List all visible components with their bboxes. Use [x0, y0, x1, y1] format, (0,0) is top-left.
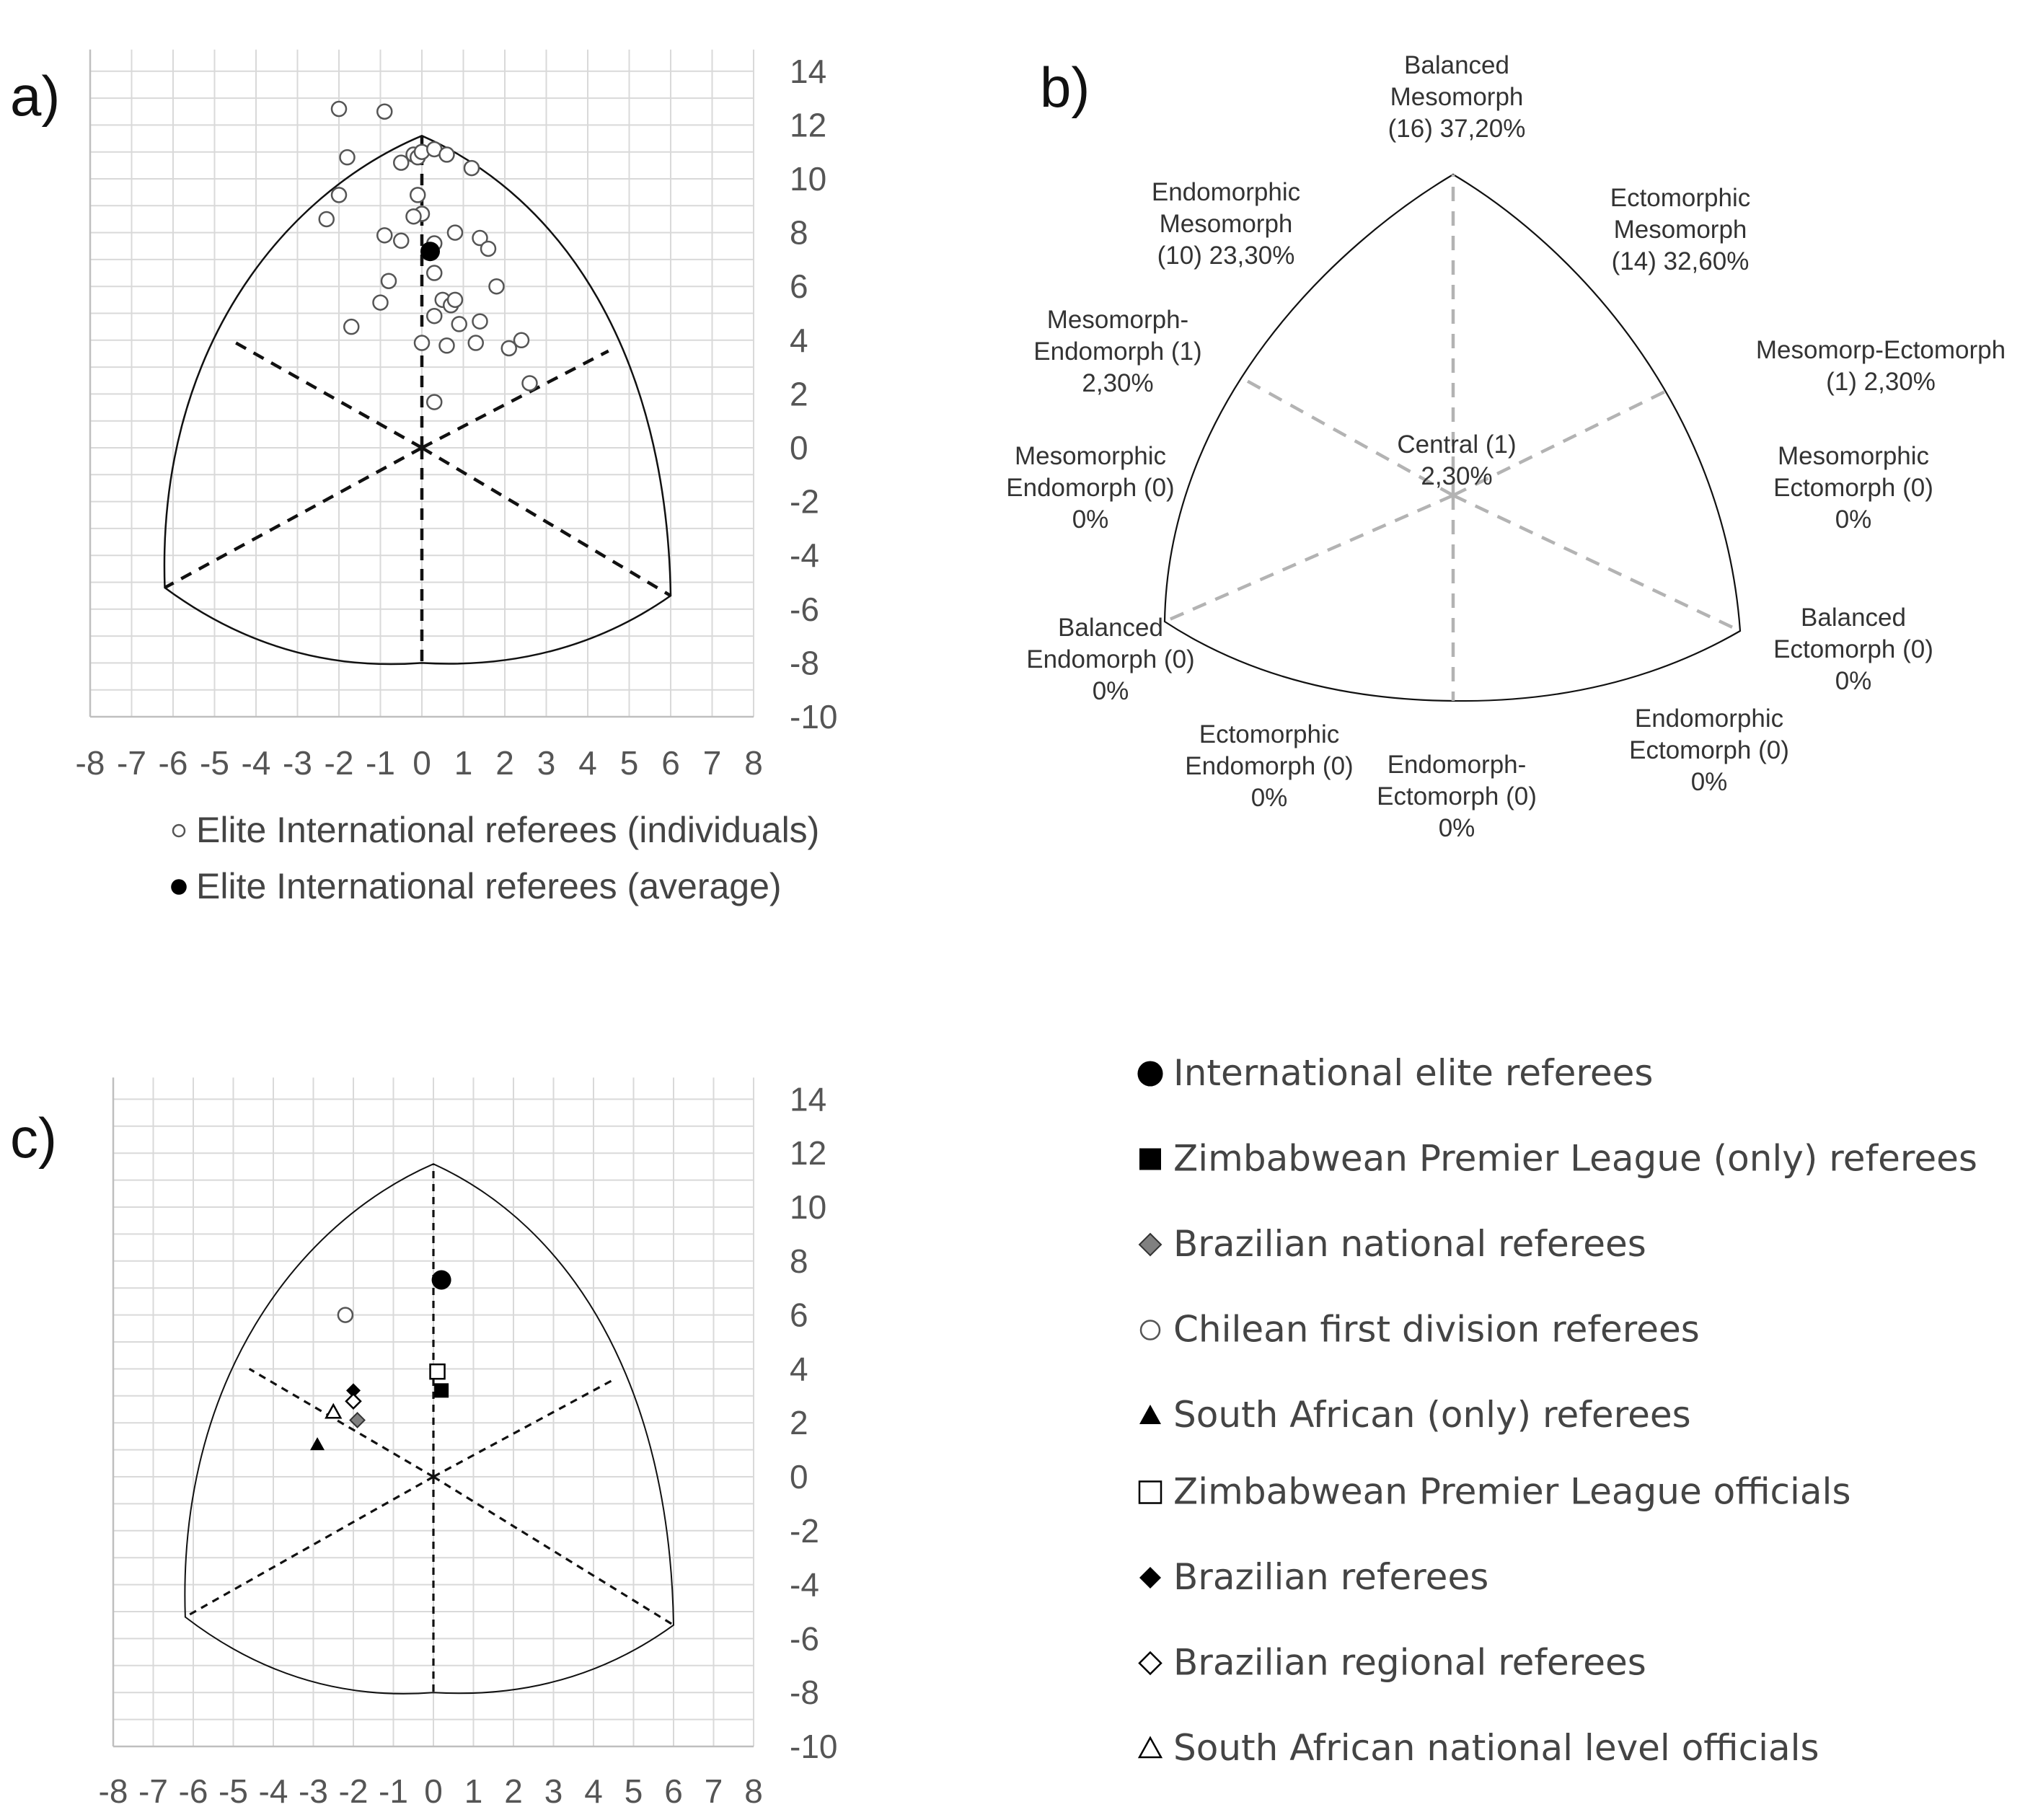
chart-a-y-tick-label: 6 — [790, 268, 808, 306]
chart-a-point — [407, 209, 421, 224]
legend-c-marker — [1139, 1234, 1161, 1255]
chart-a-x-tick-label: 0 — [412, 744, 431, 782]
chart-c-point — [350, 1413, 365, 1427]
chart-a-y-tick-label: 12 — [790, 106, 827, 144]
chart-b-label-balanced-endomorph: Balanced — [1058, 614, 1163, 642]
chart-c-x-tick-label: -5 — [219, 1772, 248, 1810]
chart-c-x-tick-label: -6 — [178, 1772, 208, 1810]
panel-c-letter: c) — [10, 1106, 57, 1170]
chart-a-point — [394, 234, 408, 248]
chart-b-dashed-axis-2 — [1165, 495, 1453, 622]
chart-a-y-tick-label: -6 — [790, 590, 819, 628]
chart-a-point — [481, 242, 495, 256]
chart-c-x-tick-label: 1 — [464, 1772, 483, 1810]
chart-c-dashed-axis-2 — [433, 1379, 614, 1477]
chart-c-point — [431, 1364, 445, 1379]
chart-c-x-tick-label: -2 — [338, 1772, 369, 1810]
chart-a-point — [473, 314, 488, 329]
legend-c-label: South African national level officials — [1173, 1727, 1819, 1769]
chart-a-point — [427, 266, 441, 280]
chart-a-y-tick-label: 4 — [790, 321, 808, 359]
chart-b-label-central: Central (1) — [1397, 430, 1517, 459]
chart-a-x-tick-label: -5 — [200, 744, 229, 782]
chart-c-y-tick-label: 6 — [790, 1296, 808, 1334]
chart-b-label-balanced-mesomorph: (16) 37,20% — [1388, 115, 1526, 143]
chart-a-x-tick-label: -1 — [366, 744, 395, 782]
chart-a-x-tick-label: 6 — [661, 744, 680, 782]
chart-c-dashed-axis-3 — [185, 1477, 433, 1617]
chart-b-label-balanced-endomorph: 0% — [1092, 677, 1129, 705]
chart-a-y-tick-label: -8 — [790, 644, 819, 682]
chart-c-y-tick-label: -8 — [790, 1674, 819, 1712]
chart-c-y-tick-label: 12 — [790, 1134, 827, 1172]
chart-a-point — [319, 212, 334, 226]
legend-c-label: Brazilian referees — [1173, 1556, 1489, 1598]
chart-b-label-mesomorph-endomorph: Endomorph (1) — [1033, 337, 1202, 366]
chart-b-label-endomorphic-ectomorph: Endomorphic — [1634, 704, 1784, 733]
chart-a-point — [377, 105, 392, 119]
chart-a-point — [340, 150, 355, 164]
chart-b-label-ectomorphic-mesomorph: Ectomorphic — [1610, 184, 1751, 212]
chart-c-point — [310, 1437, 325, 1450]
chart-a-point — [427, 309, 441, 323]
legend-c-label: South African (only) referees — [1173, 1394, 1691, 1436]
chart-b-label-endomorphic-mesomorph: Mesomorph — [1159, 210, 1293, 238]
chart-c-x-tick-label: 8 — [744, 1772, 763, 1810]
chart-b-label-endomorphic-mesomorph: (10) 23,30% — [1157, 242, 1295, 270]
legend-c-label: Zimbabwean Premier League officials — [1173, 1470, 1851, 1513]
chart-a-point — [523, 376, 537, 390]
chart-c-x-tick-label: 5 — [624, 1772, 643, 1810]
chart-a-point — [452, 317, 467, 331]
legend-c-label: International elite referees — [1173, 1052, 1654, 1094]
chart-a-point — [344, 319, 358, 334]
chart-b-label-endomorphic-ectomorph: Ectomorph (0) — [1629, 736, 1789, 764]
chart-b-label-mesomorph-endomorph: 2,30% — [1082, 369, 1154, 397]
chart-c-x-tick-label: -8 — [98, 1772, 128, 1810]
somatotype-diagram-b — [1006, 51, 2006, 842]
legend-a-label: Elite International referees (average) — [196, 866, 782, 906]
legend-a — [171, 810, 819, 906]
chart-a-point — [490, 279, 504, 293]
chart-a-point — [332, 187, 346, 202]
chart-b-label-endomorphic-mesomorph: Endomorphic — [1151, 178, 1301, 206]
chart-c-y-tick-label: 10 — [790, 1188, 827, 1226]
chart-a-point — [440, 147, 454, 162]
chart-c-x-tick-label: 3 — [544, 1772, 563, 1810]
chart-a-y-tick-label: 0 — [790, 429, 808, 467]
somatochart-a — [76, 50, 838, 782]
chart-b-label-ectomorphic-endomorph: Ectomorphic — [1199, 720, 1340, 748]
chart-a-point — [514, 333, 529, 348]
chart-a-x-tick-label: 5 — [619, 744, 639, 782]
chart-a-y-tick-label: -2 — [790, 482, 819, 521]
chart-c-y-tick-label: 14 — [790, 1080, 827, 1118]
chart-c-x-tick-label: -7 — [138, 1772, 168, 1810]
chart-b-label-mesomorphic-endomorph: Endomorph (0) — [1006, 474, 1175, 502]
chart-c-x-tick-label: 2 — [504, 1772, 523, 1810]
chart-c-x-tick-label: 4 — [584, 1772, 603, 1810]
chart-b-label-mesomorphic-ectomorph: 0% — [1835, 505, 1872, 534]
chart-a-y-tick-label: 2 — [790, 375, 808, 413]
chart-a-point — [332, 102, 346, 116]
chart-a-point — [440, 338, 454, 353]
chart-c-x-tick-label: -4 — [258, 1772, 288, 1810]
chart-c-y-tick-label: 0 — [790, 1458, 808, 1496]
legend-c-marker — [1137, 1061, 1162, 1086]
chart-b-label-endomorphic-ectomorph: 0% — [1690, 768, 1728, 796]
chart-c-y-tick-label: 8 — [790, 1242, 808, 1280]
chart-a-point — [464, 161, 479, 175]
chart-a-dashed-axis-2 — [422, 351, 609, 448]
chart-b-label-endomorph-ectomorph: Ectomorph (0) — [1377, 782, 1537, 810]
chart-c-x-tick-label: 6 — [664, 1772, 683, 1810]
chart-b-label-ectomorphic-endomorph: 0% — [1250, 784, 1288, 812]
chart-a-x-tick-label: -2 — [324, 744, 354, 782]
legend-c-marker — [1141, 1321, 1160, 1340]
chart-a-x-tick-label: 4 — [578, 744, 597, 782]
chart-c-y-tick-label: 2 — [790, 1404, 808, 1442]
panel-a-letter: a) — [10, 64, 61, 128]
chart-a-point — [420, 242, 440, 261]
chart-a-x-tick-label: 3 — [537, 744, 556, 782]
chart-a-x-tick-label: 1 — [454, 744, 473, 782]
chart-b-label-balanced-ectomorph: Ectomorph (0) — [1773, 635, 1933, 663]
chart-c-y-tick-label: -4 — [790, 1565, 819, 1604]
chart-b-label-mesomorphic-endomorph: 0% — [1072, 505, 1109, 534]
chart-b-label-balanced-mesomorph: Balanced — [1404, 51, 1509, 79]
legend-c-marker — [1139, 1405, 1161, 1424]
chart-b-label-endomorph-ectomorph: 0% — [1438, 814, 1475, 842]
chart-c-x-tick-label: 0 — [424, 1772, 443, 1810]
chart-a-point — [381, 274, 396, 288]
chart-a-x-tick-label: -6 — [158, 744, 188, 782]
chart-a-y-tick-label: 8 — [790, 213, 808, 252]
chart-b-label-balanced-endomorph: Endomorph (0) — [1026, 645, 1195, 673]
chart-c-x-tick-label: -3 — [299, 1772, 328, 1810]
chart-b-label-balanced-ectomorph: Balanced — [1801, 604, 1906, 632]
legend-a-label: Elite International referees (individuals) — [196, 810, 820, 850]
chart-c-y-tick-label: -6 — [790, 1620, 819, 1658]
chart-c-point — [434, 1383, 449, 1397]
chart-a-point — [427, 395, 441, 410]
chart-b-label-balanced-ectomorph: 0% — [1835, 667, 1872, 695]
chart-a-x-tick-label: -4 — [241, 744, 271, 782]
chart-a-y-tick-label: -4 — [790, 536, 819, 575]
chart-a-point — [415, 336, 429, 350]
chart-b-label-ectomorphic-mesomorph: Mesomorph — [1613, 216, 1747, 244]
chart-a-y-tick-label: 10 — [790, 160, 827, 198]
legend-c-label: Brazilian national referees — [1173, 1223, 1646, 1265]
legend-a-marker — [171, 879, 187, 895]
panel-b-letter: b) — [1040, 56, 1090, 119]
chart-a-point — [377, 228, 392, 242]
chart-a-point — [448, 226, 462, 240]
chart-a-x-tick-label: -7 — [117, 744, 146, 782]
chart-b-label-mesomorphic-ectomorph: Ectomorph (0) — [1773, 474, 1933, 502]
chart-b-label-mesomorph-ectomorph: Mesomorp-Ectomorph — [1755, 336, 2006, 364]
chart-b-label-endomorph-ectomorph: Endomorph- — [1387, 751, 1527, 779]
chart-c-point — [338, 1308, 353, 1322]
legend-c-marker — [1139, 1653, 1161, 1674]
legend-a-marker — [173, 825, 185, 836]
chart-c-point — [432, 1270, 451, 1289]
chart-a-x-tick-label: 2 — [495, 744, 514, 782]
chart-c-point — [326, 1405, 340, 1418]
chart-a-x-tick-label: 7 — [702, 744, 722, 782]
legend-c-label: Zimbabwean Premier League (only) referees — [1173, 1137, 1977, 1180]
chart-a-x-tick-label: 8 — [744, 744, 763, 782]
chart-a-dashed-axis-3 — [165, 448, 423, 588]
legend-c-marker — [1139, 1482, 1161, 1503]
somatochart-c — [99, 1077, 838, 1810]
legend-c-marker — [1139, 1738, 1161, 1757]
chart-c-x-tick-label: -1 — [379, 1772, 408, 1810]
chart-a-point — [410, 187, 425, 202]
chart-b-label-mesomorph-endomorph: Mesomorph- — [1046, 306, 1189, 334]
chart-c-y-tick-label: -2 — [790, 1511, 819, 1550]
chart-b-label-ectomorphic-endomorph: Endomorph (0) — [1185, 752, 1354, 780]
legend-c-marker — [1139, 1149, 1161, 1170]
chart-a-point — [469, 336, 483, 350]
chart-a-y-tick-label: -10 — [790, 698, 838, 735]
chart-c-outline — [185, 1164, 674, 1694]
chart-b-label-ectomorphic-mesomorph: (14) 32,60% — [1611, 247, 1750, 275]
chart-c-x-tick-label: 7 — [704, 1772, 723, 1810]
chart-c-y-tick-label: 4 — [790, 1350, 808, 1388]
chart-a-point — [448, 293, 462, 307]
chart-a-y-tick-label: 14 — [790, 52, 827, 90]
chart-a-x-tick-label: -8 — [75, 744, 105, 782]
legend-c-marker — [1139, 1567, 1161, 1589]
chart-b-label-mesomorph-ectomorph: (1) 2,30% — [1826, 368, 1936, 396]
legend-c-label: Chilean first division referees — [1173, 1308, 1700, 1351]
chart-b-label-mesomorphic-endomorph: Mesomorphic — [1014, 442, 1167, 470]
chart-b-label-mesomorphic-ectomorph: Mesomorphic — [1777, 442, 1930, 470]
chart-a-x-tick-label: -3 — [283, 744, 312, 782]
chart-b-dashed-axis-3 — [1453, 495, 1740, 631]
chart-b-label-balanced-mesomorph: Mesomorph — [1390, 83, 1524, 111]
chart-c-y-tick-label: -10 — [790, 1728, 838, 1765]
chart-a-point — [374, 296, 388, 310]
legend-c — [1137, 1052, 1977, 1769]
legend-c-label: Brazilian regional referees — [1173, 1641, 1646, 1684]
chart-b-label-central: 2,30% — [1421, 462, 1493, 490]
